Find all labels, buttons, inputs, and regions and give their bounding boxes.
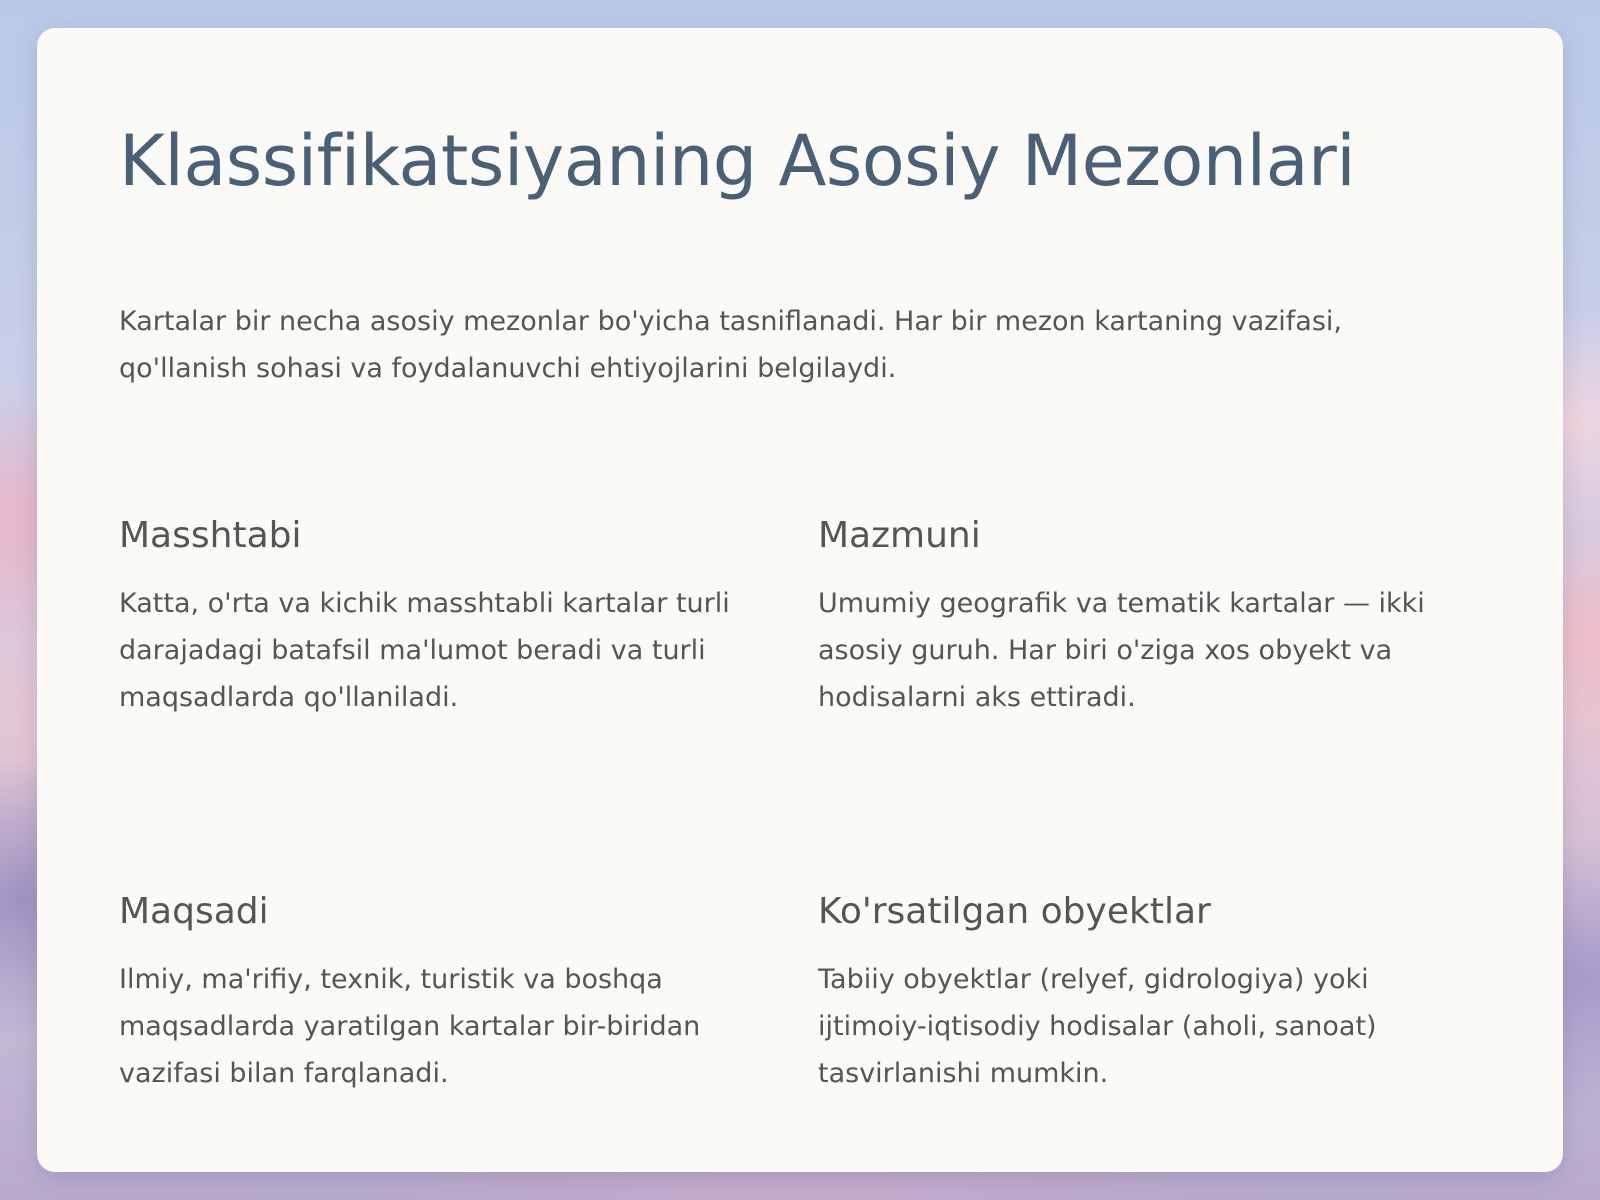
criterion-description: Katta, o'rta va kichik masshtabli kartalar turli darajadagi batafsil ma'lumot beradi va turli maqsadlarda qo'llaniladi. <box>119 588 730 713</box>
criterion-description: Tabiiy obyektlar (relyef, gidrologiya) yoki ijtimoiy-iqtisodiy hodisalar (aholi, sanoat) tasvirlanishi mumkin. <box>818 964 1377 1089</box>
criterion-purpose <box>119 890 759 1097</box>
criterion-heading: Mazmuni <box>818 515 981 556</box>
criterion-scale <box>119 514 759 721</box>
page-title: Klassifikatsiyaning Asosiy Mezonlari <box>119 120 1356 202</box>
content-card <box>37 28 1563 1172</box>
intro-paragraph: Kartalar bir necha asosiy mezonlar bo'yicha tasniflanadi. Har bir mezon kartaning vazifasi, qo'llanish sohasi va foydalanuvchi ehtiyojlarini belgilaydi. <box>119 306 1342 384</box>
criterion-objects <box>818 890 1458 1097</box>
criterion-description: Umumiy geografik va tematik kartalar — ikki asosiy guruh. Har biri o'ziga xos obyekt va hodisalarni aks ettiradi. <box>818 588 1425 713</box>
criterion-heading: Maqsadi <box>119 891 269 932</box>
criterion-content <box>818 514 1458 721</box>
criterion-heading: Ko'rsatilgan obyektlar <box>818 891 1211 932</box>
criterion-heading: Masshtabi <box>119 515 302 556</box>
criterion-description: Ilmiy, ma'rifiy, texnik, turistik va boshqa maqsadlarda yaratilgan kartalar bir-biridan vazifasi bilan farqlanadi. <box>119 964 701 1089</box>
